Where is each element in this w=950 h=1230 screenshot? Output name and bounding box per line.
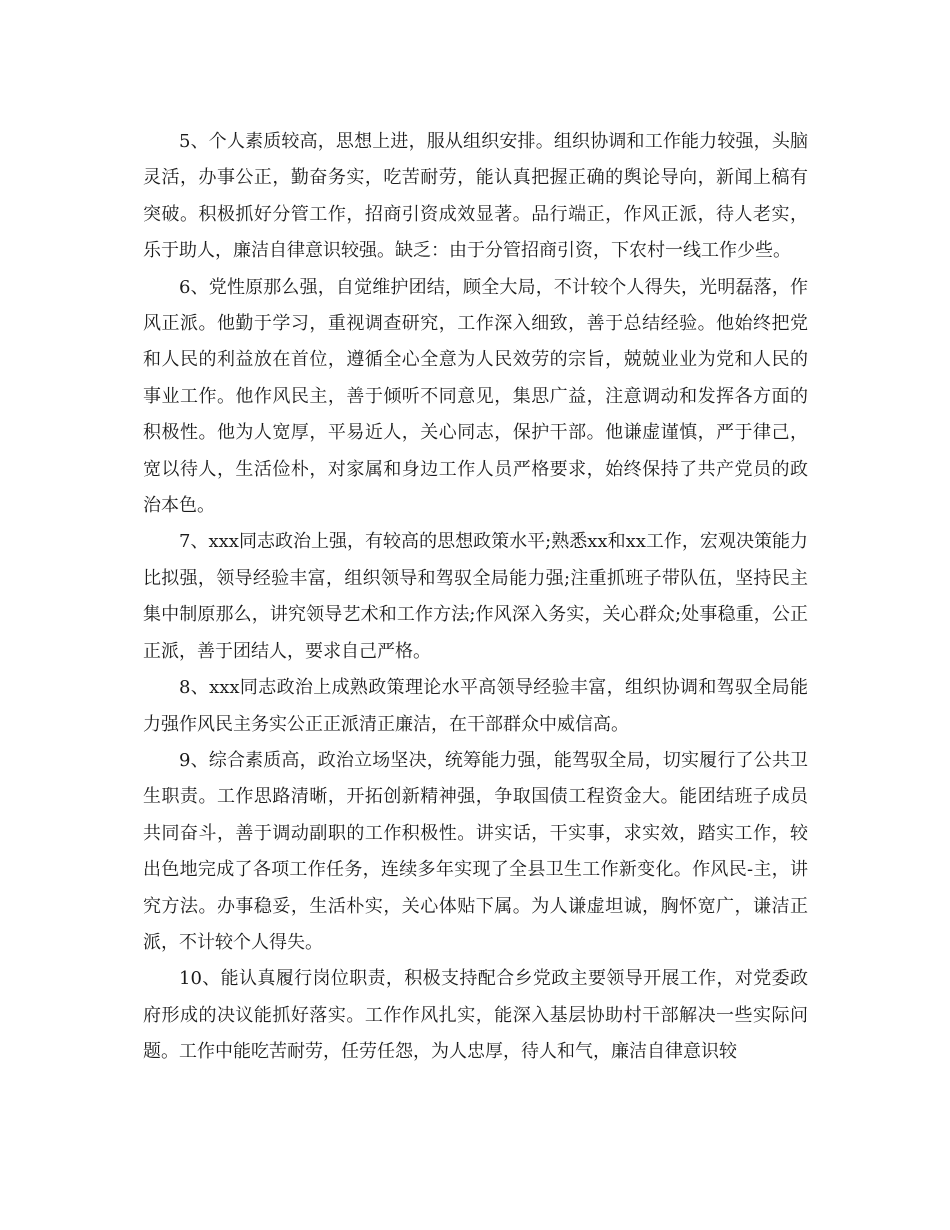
paragraph-7: 7、xxx同志政治上强，有较高的思想政策水平;熟悉xx和xx工作，宏观决策能力比拟强，领导经验丰富，组织领导和驾驭全局能力强;注重抓班子带队伍，坚持民主集中制原那么，讲究领导艺术和工作方法;作风深入务实，关心群众;处事稳重，公正正派，善于团结人，要求自己严格。 (143, 531, 808, 662)
paragraph-8: 8、xxx同志政治上成熟政策理论水平高领导经验丰富，组织协调和驾驭全局能力强作风民主务实公正正派清正廉洁，在干部群众中威信高。 (143, 677, 808, 735)
document-body (143, 124, 808, 1071)
paragraph-10: 10、能认真履行岗位职责，积极支持配合乡党政主要领导开展工作，对党委政府形成的决议能抓好落实。工作作风扎实，能深入基层协助村干部解决一些实际问题。工作中能吃苦耐劳，任劳任怨，为人忠厚，待人和气，廉洁自律意识较 (143, 968, 808, 1063)
paragraph-6: 6、党性原那么强，自觉维护团结，顾全大局，不计较个人得失，光明磊落，作风正派。他勤于学习，重视调查研究，工作深入细致，善于总结经验。他始终把党和人民的利益放在首位，遵循全心全意为人民效劳的宗旨，兢兢业业为党和人民的事业工作。他作风民主，善于倾听不同意见，集思广益，注意调动和发挥各方面的积极性。他为人宽厚，平易近人，关心同志，保护干部。他谦虚谨慎，严于律己，宽以待人，生活俭朴，对家属和身边工作人员严格要求，始终保持了共产党员的政治本色。 (143, 276, 808, 517)
paragraph-9: 9、综合素质高，政治立场坚决，统筹能力强，能驾驭全局，切实履行了公共卫生职责。工作思路清晰，开拓创新精神强，争取国债工程资金大。能团结班子成员共同奋斗，善于调动副职的工作积极性。讲实话，干实事，求实效，踏实工作，较出色地完成了各项工作任务，连续多年实现了全县卫生工作新变化。作风民-主，讲究方法。办事稳妥，生活朴实，关心体贴下属。为人谦虚坦诚，胸怀宽广，谦洁正派，不计较个人得失。 (143, 749, 808, 953)
paragraph-5: 5、个人素质较高，思想上进，服从组织安排。组织协调和工作能力较强，头脑灵活，办事公正，勤奋务实，吃苦耐劳，能认真把握正确的舆论导向，新闻上稿有突破。积极抓好分管工作，招商引资成效显著。品行端正，作风正派，待人老实，乐于助人，廉洁自律意识较强。缺乏：由于分管招商引资，下农村一线工作少些。 (143, 131, 808, 262)
